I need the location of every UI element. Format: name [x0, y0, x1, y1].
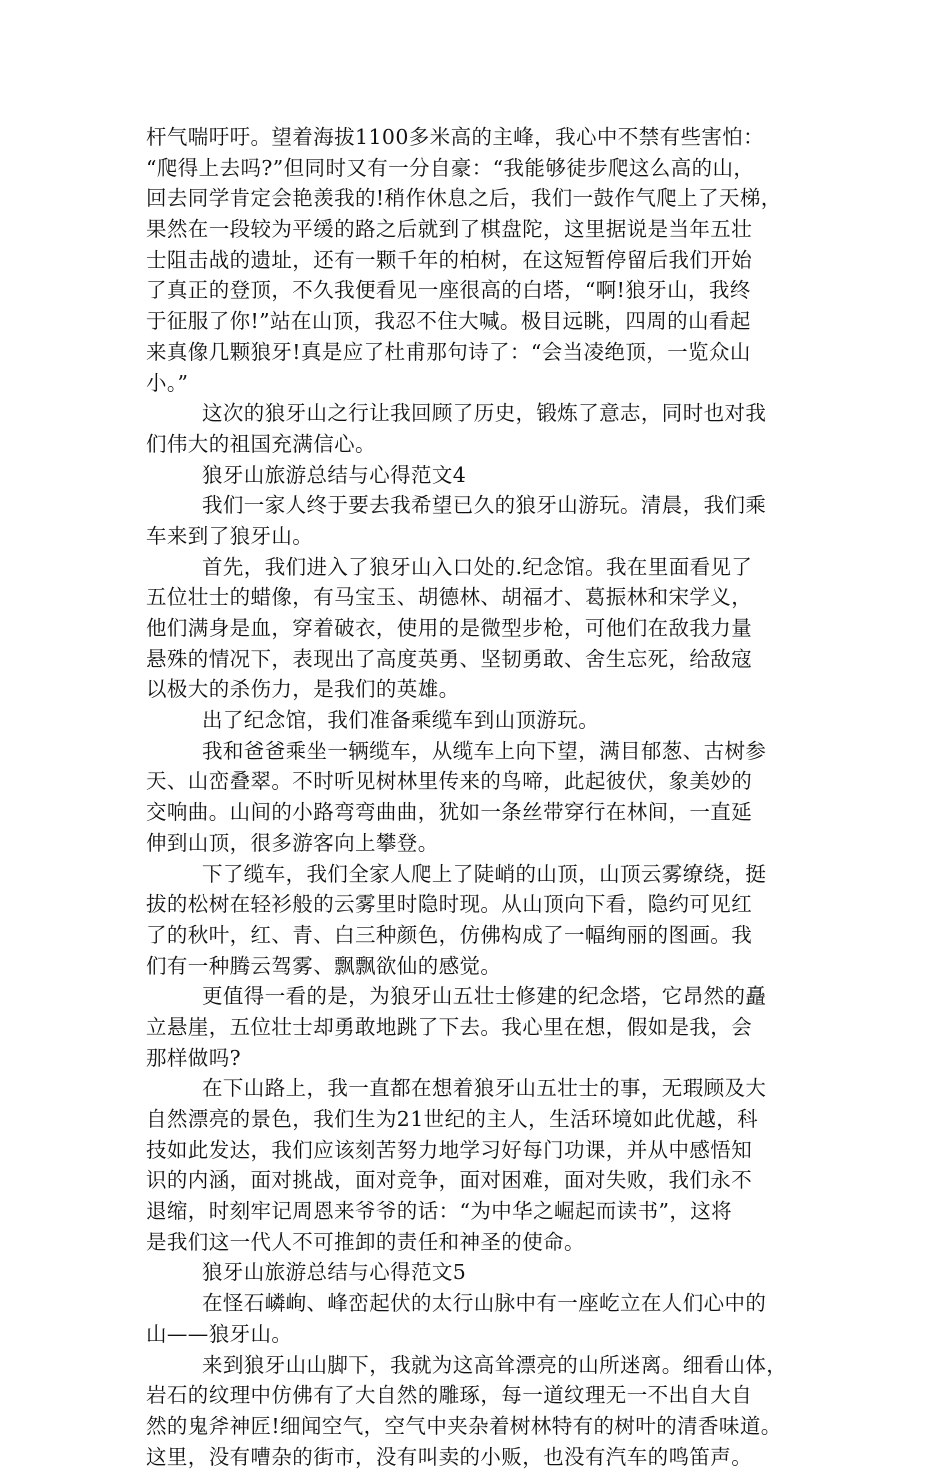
- text-line: 车来到了狼牙山。: [146, 523, 314, 548]
- text-line: 立悬崖，五位壮士却勇敢地跳了下去。我心里在想，假如是我，会: [146, 1014, 753, 1039]
- text-line: 识的内涵，面对挑战，面对竞争，面对困难，面对失败，我们永不: [146, 1168, 753, 1193]
- text-line: 技如此发达，我们应该刻苦努力地学习好每门功课，并从中感悟知: [146, 1137, 753, 1162]
- text-line: 于征服了你!”站在山顶，我忍不住大喊。极目远眺，四周的山看起: [146, 309, 751, 334]
- text-line: 这里，没有嘈杂的街市，没有叫卖的小贩，也没有汽车的鸣笛声。: [146, 1444, 753, 1469]
- text-line: 更值得一看的是，为狼牙山五壮士修建的纪念塔，它昂然的矗: [202, 984, 767, 1009]
- text-line: 山——狼牙山。: [146, 1321, 293, 1346]
- text-line: 杆气喘吁吁。望着海拔1100多米高的主峰，我心中不禁有些害怕：: [146, 125, 765, 149]
- text-line: 退缩，时刻牢记周恩来爷爷的话：“为中华之崛起而读书”，这将: [146, 1199, 733, 1224]
- text-line: 以极大的杀伤力，是我们的英雄。: [146, 677, 460, 702]
- text-line: 那样做吗?: [146, 1045, 241, 1070]
- text-line: 狼牙山旅游总结与心得范文5: [202, 1260, 467, 1285]
- text-line: 士阻击战的遗址，还有一颗千年的柏树，在这短暂停留后我们开始: [146, 247, 753, 272]
- text-line: 来真像几颗狼牙!真是应了杜甫那句诗了：“会当凌绝顶，一览众山: [146, 339, 751, 364]
- text-line: 天、山峦叠翠。不时听见树林里传来的鸟啼，此起彼伏，象美妙的: [146, 769, 753, 794]
- text-line: 了真正的登顶，不久我便看见一座很高的白塔，“啊!狼牙山，我终: [146, 278, 751, 303]
- text-line: 在下山路上，我一直都在想着狼牙山五壮士的事，无瑕顾及大: [202, 1076, 767, 1101]
- text-line: 们伟大的祖国充满信心。: [146, 431, 376, 456]
- text-line: 们有一种腾云驾雾、飘飘欲仙的感觉。: [146, 953, 502, 978]
- text-line: 我们一家人终于要去我希望已久的狼牙山游玩。清晨，我们乘: [202, 493, 767, 518]
- text-line: 我和爸爸乘坐一辆缆车，从缆车上向下望，满目郁葱、古树参: [202, 738, 767, 763]
- text-line: 然的鬼斧神匠!细闻空气，空气中夹杂着树林特有的树叶的清香味道。: [146, 1413, 782, 1438]
- text-line: 狼牙山旅游总结与心得范文4: [202, 462, 467, 487]
- text-line: “爬得上去吗?”但同时又有一分自豪：“我能够徒步爬这么高的山，: [146, 155, 755, 180]
- text-line: 下了缆车，我们全家人爬上了陡峭的山顶，山顶云雾缭绕，挺: [202, 861, 767, 886]
- text-line: 这次的狼牙山之行让我回顾了历史，锻炼了意志，同时也对我: [202, 401, 767, 426]
- text-line: 小。”: [146, 370, 189, 395]
- text-line: 出了纪念馆，我们准备乘缆车到山顶游玩。: [202, 708, 600, 733]
- text-line: 他们满身是血，穿着破衣，使用的是微型步枪，可他们在敌我力量: [146, 616, 753, 640]
- text-line: 伸到山顶，很多游客向上攀登。: [146, 830, 439, 855]
- text-line: 回去同学肯定会艳羡我的!稍作休息之后，我们一鼓作气爬上了天梯，: [146, 186, 782, 211]
- text-line: 悬殊的情况下，表现出了高度英勇、坚韧勇敢、舍生忘死，给敌寇: [146, 646, 753, 671]
- text-line: 首先，我们进入了狼牙山入口处的.纪念馆。我在里面看见了: [202, 554, 753, 579]
- text-line: 在怪石嶙峋、峰峦起伏的太行山脉中有一座屹立在人们心中的: [202, 1291, 767, 1316]
- text-line: 拔的松树在轻衫般的云雾里时隐时现。从山顶向下看，隐约可见红: [146, 892, 753, 917]
- text-line: 来到狼牙山山脚下，我就为这高耸漂亮的山所迷离。细看山体，: [202, 1352, 788, 1377]
- document-body: [146, 122, 826, 1472]
- text-line: 自然漂亮的景色，我们生为21世纪的主人，生活环境如此优越，科: [146, 1107, 759, 1131]
- text-line: 了的秋叶，红、青、白三种颜色，仿佛构成了一幅绚丽的图画。我: [146, 922, 753, 947]
- text-line: 是我们这一代人不可推卸的责任和神圣的使命。: [146, 1229, 585, 1254]
- text-line: 交响曲。山间的小路弯弯曲曲，犹如一条丝带穿行在林间，一直延: [146, 800, 753, 825]
- text-line: 岩石的纹理中仿佛有了大自然的雕琢，每一道纹理无一不出自大自: [146, 1383, 753, 1408]
- text-line: 果然在一段较为平缓的路之后就到了棋盘陀，这里据说是当年五壮: [146, 217, 753, 242]
- text-line: 五位壮士的蜡像，有马宝玉、胡德林、胡福才、葛振林和宋学义，: [146, 585, 753, 610]
